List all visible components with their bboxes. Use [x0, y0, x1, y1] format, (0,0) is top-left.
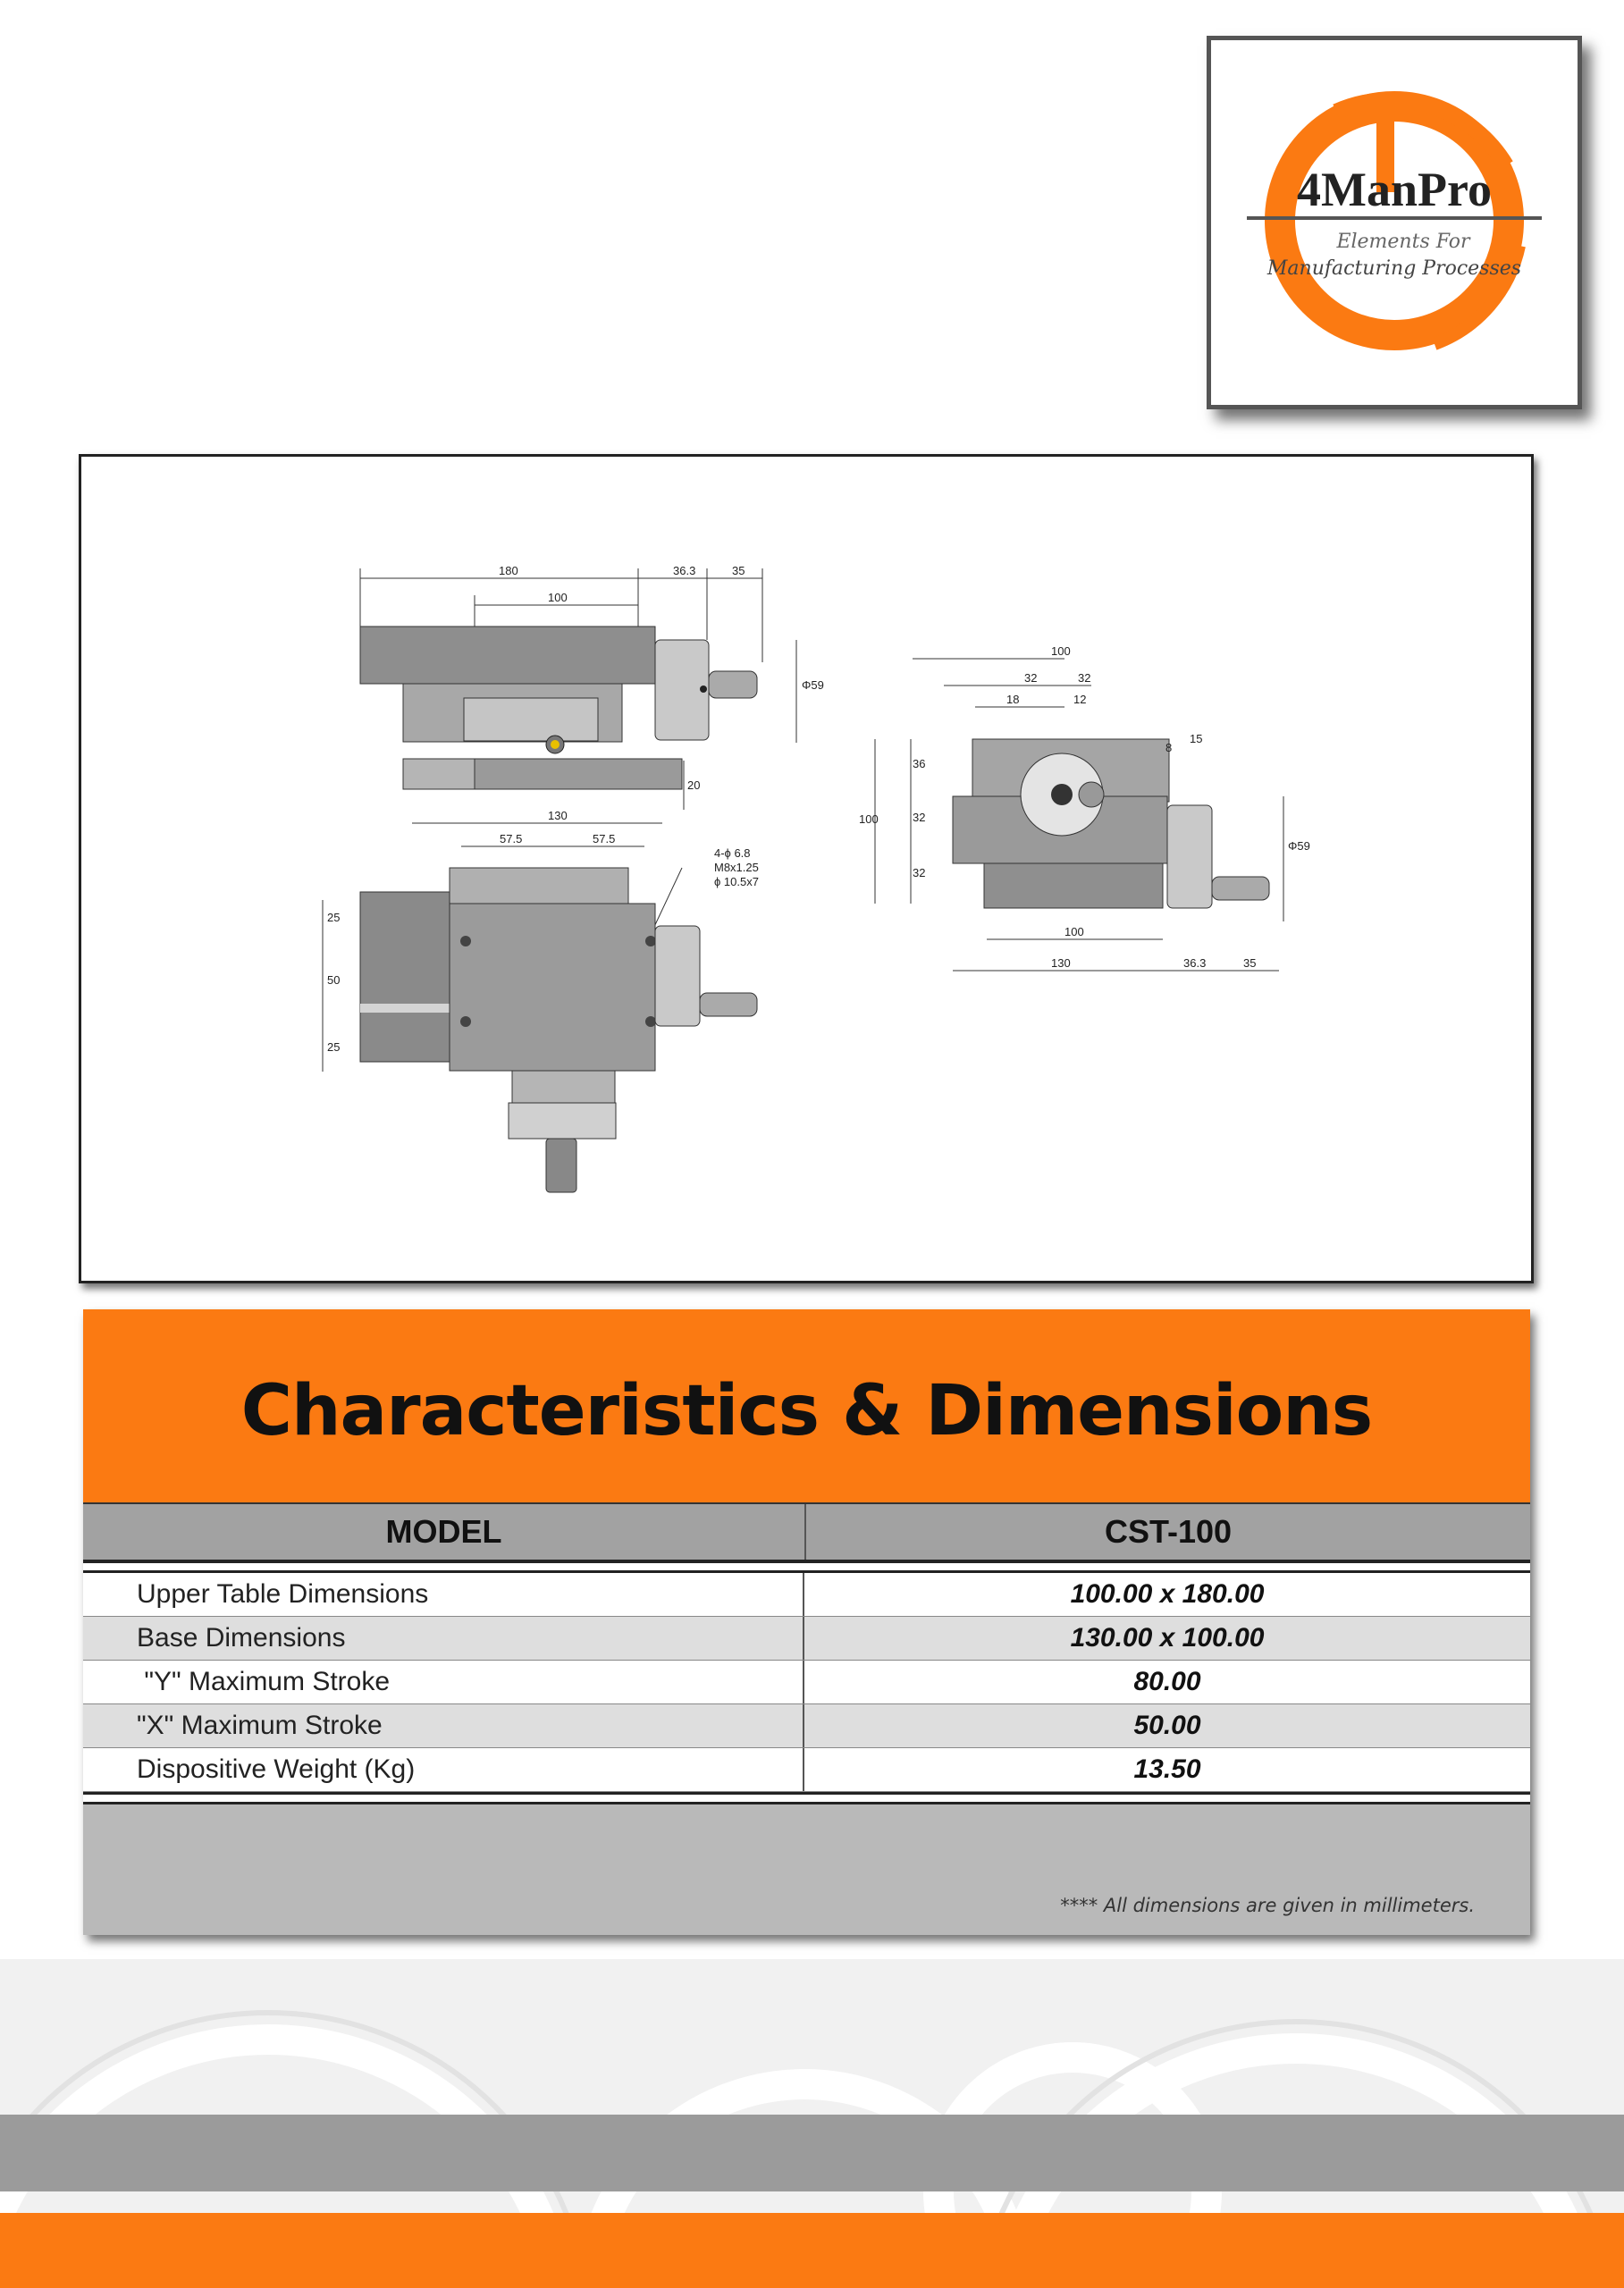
svg-text:ϕ 10.5x7: ϕ 10.5x7 — [714, 875, 759, 888]
brand-logo — [1207, 36, 1582, 409]
spec-label: "X" Maximum Stroke — [83, 1704, 804, 1747]
model-label: MODEL — [83, 1504, 806, 1560]
svg-text:50: 50 — [327, 973, 341, 987]
svg-text:32: 32 — [1024, 671, 1038, 685]
svg-text:57.5: 57.5 — [593, 832, 616, 845]
svg-text:25: 25 — [327, 1040, 341, 1054]
svg-text:32: 32 — [1078, 671, 1091, 685]
page-title: Characteristics & Dimensions — [240, 1371, 1373, 1451]
table-row — [83, 1704, 1530, 1748]
units-footnote: **** All dimensions are given in millimeters. — [1060, 1895, 1475, 1916]
model-value: CST-100 — [1104, 1513, 1233, 1550]
svg-text:35: 35 — [732, 564, 745, 577]
logo-emblem — [1211, 40, 1578, 405]
table-row — [83, 1617, 1530, 1661]
svg-text:130: 130 — [1051, 956, 1071, 970]
svg-text:Φ59: Φ59 — [1288, 839, 1310, 853]
spec-rows — [83, 1573, 1530, 1792]
svg-text:25: 25 — [327, 911, 341, 924]
svg-text:100: 100 — [1051, 644, 1071, 658]
footer-gray-band — [0, 2115, 1624, 2191]
svg-text:180: 180 — [499, 564, 518, 577]
svg-text:57.5: 57.5 — [500, 832, 523, 845]
footer-orange-band — [0, 2213, 1624, 2288]
spec-value: 50.00 — [1133, 1711, 1201, 1740]
spec-value: 13.50 — [1133, 1754, 1201, 1784]
svg-text:12: 12 — [1073, 693, 1087, 706]
svg-text:Φ59: Φ59 — [802, 678, 824, 692]
svg-text:32: 32 — [913, 866, 926, 879]
logo-brand-text: 4ManPro — [1297, 163, 1492, 216]
logo-tagline-2: Manufacturing Processes — [1266, 257, 1522, 280]
table-row — [83, 1661, 1530, 1704]
spec-value: 130.00 x 100.00 — [1070, 1623, 1265, 1653]
plan-view-body — [360, 868, 757, 1192]
svg-text:36.3: 36.3 — [1183, 956, 1207, 970]
svg-text:35: 35 — [1243, 956, 1257, 970]
svg-text:36: 36 — [913, 757, 926, 770]
table-divider — [83, 1792, 1530, 1804]
table-divider — [83, 1563, 1530, 1573]
logo-tagline-1: Elements For — [1336, 231, 1470, 253]
svg-text:100: 100 — [859, 812, 879, 826]
table-row — [83, 1748, 1530, 1792]
svg-text:20: 20 — [687, 778, 701, 792]
svg-text:M8x1.25: M8x1.25 — [714, 861, 759, 874]
technical-drawing — [81, 457, 1531, 1281]
svg-text:8: 8 — [1165, 741, 1173, 754]
side-view-body — [953, 739, 1269, 908]
svg-text:100: 100 — [548, 591, 568, 604]
spec-label: "Y" Maximum Stroke — [83, 1661, 804, 1703]
spec-label: Upper Table Dimensions — [83, 1573, 804, 1616]
card-header — [83, 1309, 1530, 1504]
characteristics-card — [83, 1309, 1530, 1935]
top-view-body — [360, 627, 757, 789]
spec-value: 100.00 x 180.00 — [1070, 1579, 1265, 1609]
svg-text:15: 15 — [1190, 732, 1203, 745]
table-row — [83, 1573, 1530, 1617]
svg-text:36.3: 36.3 — [673, 564, 696, 577]
svg-text:4-ϕ 6.8: 4-ϕ 6.8 — [714, 846, 751, 860]
svg-text:18: 18 — [1006, 693, 1020, 706]
spec-value: 80.00 — [1133, 1667, 1201, 1696]
spec-label: Base Dimensions — [83, 1617, 804, 1660]
table-header — [83, 1504, 1530, 1563]
svg-text:130: 130 — [548, 809, 568, 822]
spec-label: Dispositive Weight (Kg) — [83, 1748, 804, 1791]
svg-text:100: 100 — [1064, 925, 1084, 938]
svg-text:32: 32 — [913, 811, 926, 824]
technical-drawing-panel — [79, 454, 1534, 1283]
